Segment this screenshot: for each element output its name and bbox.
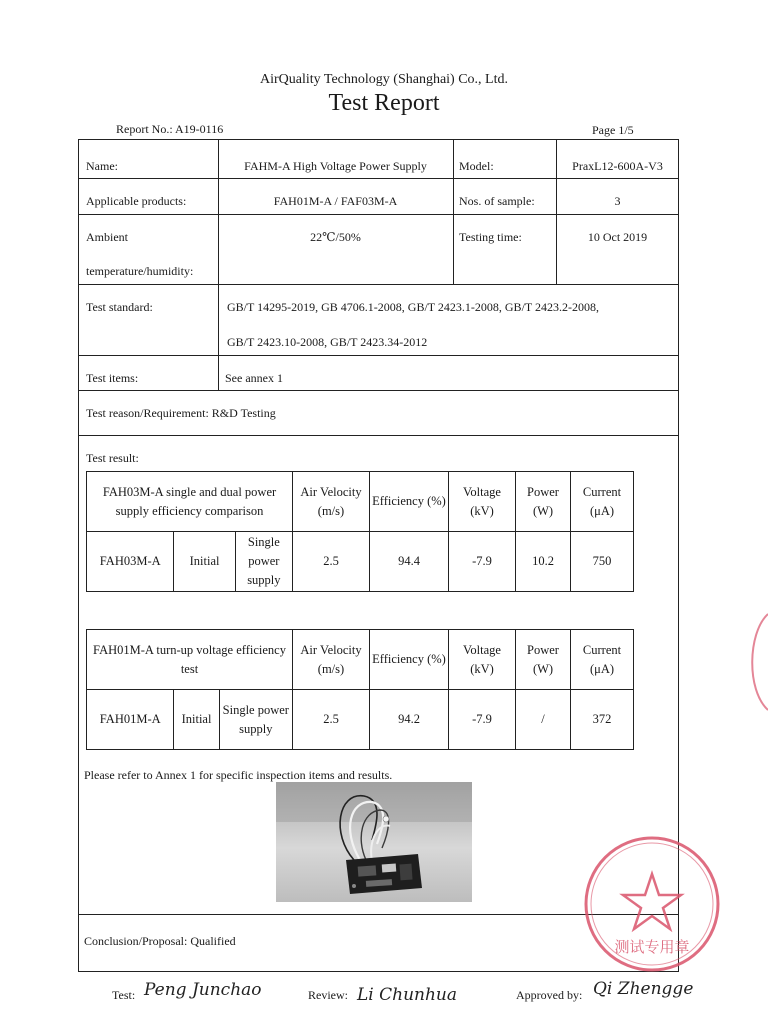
- table2-model: FAH01M-A: [87, 690, 174, 750]
- samples-label: Nos. of sample:: [459, 194, 535, 208]
- items-value: See annex 1: [225, 371, 283, 385]
- star-icon: [623, 874, 681, 929]
- standard-value-line1: GB/T 14295-2019, GB 4706.1-2008, GB/T 2423.1-2008, GB/T 2423.2-2008,: [227, 300, 600, 314]
- table1-header-efficiency: Efficiency (%): [370, 472, 449, 532]
- conclusion: Conclusion/Proposal: Qualified: [84, 934, 236, 948]
- table1-air-velocity: 2.5: [293, 532, 370, 592]
- table1-stage: Initial: [174, 532, 235, 592]
- table1-header-current: Current (μA): [571, 472, 634, 532]
- table2-current: 372: [571, 690, 634, 750]
- testing-time-label: Testing time:: [459, 230, 522, 244]
- model-value: PraxL12-600A-V3: [572, 159, 663, 173]
- ambient-label-line2: temperature/humidity:: [86, 264, 194, 278]
- page-number: Page 1/5: [592, 123, 634, 137]
- table2-stage: Initial: [174, 690, 219, 750]
- annex-note: Please refer to Annex 1 for specific inspection items and results.: [84, 768, 393, 782]
- model-label: Model:: [459, 159, 494, 173]
- report-title: Test Report: [328, 90, 440, 116]
- table-row: [87, 532, 634, 592]
- table2-power: /: [516, 690, 571, 750]
- test-signature-label: Test:: [112, 988, 136, 1002]
- table1-header-power: Power (W): [516, 472, 571, 532]
- report-number: Report No.: A19-0116: [116, 122, 224, 136]
- table2-header-air-velocity: Air Velocity (m/s): [293, 630, 370, 690]
- table1-voltage: -7.9: [449, 532, 516, 592]
- table1-supply: Single power supply: [235, 532, 292, 592]
- partial-seal: [742, 612, 768, 712]
- result-table-1: [86, 471, 634, 592]
- table1-header-voltage: Voltage (kV): [449, 472, 516, 532]
- table1-efficiency: 94.4: [370, 532, 449, 592]
- table2-header-power: Power (W): [516, 630, 571, 690]
- result-table-2: [86, 629, 634, 750]
- table1-caption: FAH03M-A single and dual power supply efficiency comparison: [87, 472, 293, 532]
- name-value: FAHM-A High Voltage Power Supply: [244, 159, 427, 173]
- name-label: Name:: [86, 159, 118, 173]
- company-name: AirQuality Technology (Shanghai) Co., Ltd.: [259, 72, 508, 87]
- table2-header-voltage: Voltage (kV): [449, 630, 516, 690]
- approved-signature-label: Approved by:: [516, 988, 583, 1002]
- products-value: FAH01M-A / FAF03M-A: [273, 194, 398, 208]
- review-signature: Li Chunhua: [357, 985, 458, 1005]
- table2-caption: FAH01M-A turn-up voltage efficiency test: [87, 630, 293, 690]
- samples-value: 3: [614, 194, 621, 208]
- standard-label: Test standard:: [86, 300, 153, 314]
- table2-header-current: Current (μA): [571, 630, 634, 690]
- products-label: Applicable products:: [86, 194, 187, 208]
- seal-text: 测试专用章: [614, 938, 690, 956]
- table1-model: FAH03M-A: [87, 532, 174, 592]
- table1-power: 10.2: [516, 532, 571, 592]
- test-signature: Peng Junchao: [144, 980, 262, 1000]
- table2-header-efficiency: Efficiency (%): [370, 630, 449, 690]
- table2-air-velocity: 2.5: [293, 690, 370, 750]
- table-row: [87, 690, 634, 750]
- approved-signature: Qi Zhengge: [593, 979, 694, 999]
- test-reason: Test reason/Requirement: R&D Testing: [86, 406, 276, 420]
- table2-efficiency: 94.2: [370, 690, 449, 750]
- table2-supply: Single power supply: [219, 690, 292, 750]
- test-result-label: Test result:: [86, 451, 139, 465]
- table1-current: 750: [571, 532, 634, 592]
- ambient-value: 22℃/50%: [310, 230, 361, 244]
- ambient-label: Ambient: [86, 230, 128, 244]
- testing-time-value: 10 Oct 2019: [587, 230, 648, 244]
- table1-header-air-velocity: Air Velocity (m/s): [293, 472, 370, 532]
- review-signature-label: Review:: [308, 988, 348, 1002]
- circuit-board-image: [276, 782, 472, 902]
- company-seal: [580, 832, 724, 976]
- product-photo: [276, 782, 472, 902]
- items-label: Test items:: [86, 371, 139, 385]
- table2-voltage: -7.9: [449, 690, 516, 750]
- standard-value-line2: GB/T 2423.10-2008, GB/T 2423.34-2012: [227, 335, 428, 349]
